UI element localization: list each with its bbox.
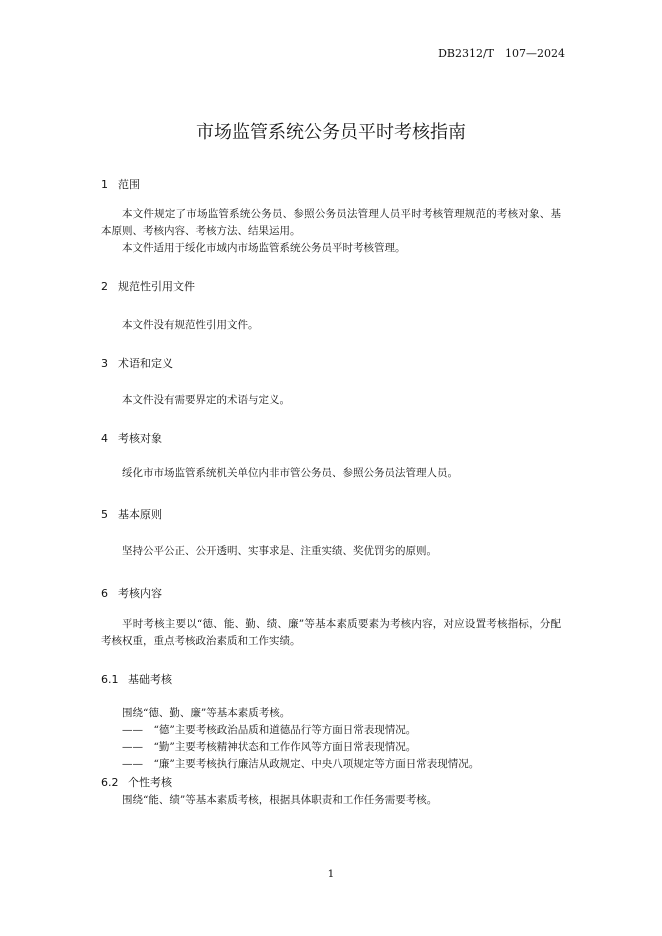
- section-title: 范围: [118, 178, 140, 191]
- document-title: 市场监管系统公务员平时考核指南: [196, 122, 466, 143]
- section-number: 6: [101, 587, 108, 600]
- document-code: DB2312/T 107—2024: [438, 47, 565, 60]
- section-heading-1: [101, 176, 140, 192]
- section-number: 2: [101, 280, 108, 293]
- section-heading-5: [101, 506, 162, 522]
- section-title: 基本原则: [118, 508, 162, 521]
- paragraph: 本文件规定了市场监管系统公务员、参照公务员法管理人员平时考核管理规范的考核对象、基本原则、考核内容、考核方法、结果运用。: [101, 208, 561, 237]
- paragraph: 本文件没有需要界定的术语与定义。: [122, 394, 290, 406]
- section-title: 规范性引用文件: [118, 280, 195, 293]
- paragraph: 绥化市市场监管系统机关单位内非市管公务员、参照公务员法管理人员。: [122, 467, 458, 479]
- paragraph: 本文件没有规范性引用文件。: [122, 319, 259, 331]
- subsection-number: 6.2: [101, 776, 119, 789]
- subsection-number: 6.1: [101, 673, 119, 686]
- section-heading-6: [101, 585, 162, 601]
- section-number: 1: [101, 178, 108, 191]
- subsection-title: 基础考核: [128, 673, 172, 686]
- section-title: 考核对象: [118, 432, 162, 445]
- subsection-intro: 围绕“能、绩”等基本素质考核，根据具体职责和工作任务需要考核。: [122, 794, 438, 806]
- paragraph: 坚持公平公正、公开透明、实事求是、注重实绩、奖优罚劣的原则。: [122, 545, 437, 557]
- list-item: —— “勤”主要考核精神状态和工作作风等方面日常表现情况。: [122, 741, 417, 753]
- list-item: —— “德”主要考核政治品质和道德品行等方面日常表现情况。: [122, 724, 417, 736]
- section-number: 3: [101, 357, 108, 370]
- section-title: 术语和定义: [118, 357, 173, 370]
- paragraph: 本文件适用于绥化市域内市场监管系统公务员平时考核管理。: [122, 242, 406, 254]
- subsection-heading-6-2: [101, 774, 172, 790]
- paragraph: 平时考核主要以“德、能、勤、绩、廉”等基本素质要素为考核内容，对应设置考核指标，分配考核权重，重点考核政治素质和工作实绩。: [101, 618, 561, 647]
- subsection-heading-6-1: [101, 671, 172, 687]
- section-number: 4: [101, 432, 108, 445]
- subsection-intro: 围绕“德、勤、廉”等基本素质考核。: [122, 707, 291, 719]
- section-title: 考核内容: [118, 587, 162, 600]
- list-item: —— “廉”主要考核执行廉洁从政规定、中央八项规定等方面日常表现情况。: [122, 758, 480, 770]
- section-heading-2: [101, 278, 195, 294]
- section-heading-4: [101, 430, 162, 446]
- page-number: 1: [327, 868, 335, 880]
- section-heading-3: [101, 355, 173, 371]
- subsection-title: 个性考核: [128, 776, 172, 789]
- section-number: 5: [101, 508, 108, 521]
